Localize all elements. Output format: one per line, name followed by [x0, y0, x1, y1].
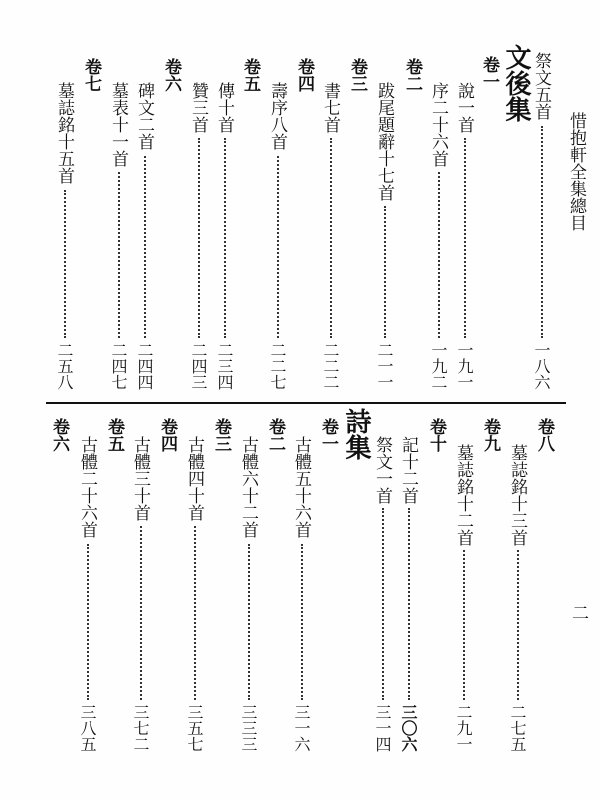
section-divider	[46, 402, 566, 404]
juan-label: 卷一	[479, 56, 499, 90]
juan-label: 卷七	[81, 58, 101, 92]
juan-label: 卷一	[318, 418, 338, 452]
page-number: 二	[568, 604, 588, 621]
toc-entry-page: 二一一	[375, 342, 394, 390]
dot-leader	[408, 508, 410, 700]
dot-leader	[301, 544, 303, 700]
dot-leader	[382, 508, 384, 700]
dot-leader	[517, 550, 519, 700]
juan-label: 卷三	[347, 58, 367, 92]
toc-entry-page: 三一四	[373, 704, 392, 752]
juan-label: 卷二	[265, 418, 285, 452]
dot-leader	[464, 138, 466, 338]
juan-label: 卷五	[240, 58, 260, 92]
toc-entry-title: 古體五十六首	[291, 436, 311, 538]
juan-label: 卷九	[480, 418, 500, 452]
dot-leader	[438, 172, 440, 338]
dot-leader	[140, 526, 142, 700]
toc-entry-title: 祭文一首	[372, 436, 392, 504]
juan-label: 卷三	[211, 418, 231, 452]
dot-leader	[64, 190, 66, 338]
juan-label: 卷十	[426, 418, 446, 452]
toc-entry-title: 傳十首	[214, 82, 234, 133]
dot-leader	[541, 126, 543, 338]
juan-label: 卷二	[402, 58, 422, 92]
toc-entry-page: 三〇六	[399, 704, 418, 752]
toc-entry-page: 二二七	[268, 342, 287, 390]
toc-entry-page: 三三三	[239, 704, 258, 752]
toc-entry-page: 二四七	[109, 342, 128, 390]
toc-entry-title: 墓表十一首	[108, 82, 128, 167]
juan-label: 卷五	[104, 418, 124, 452]
juan-label: 卷六	[161, 58, 181, 92]
dot-leader	[330, 138, 332, 338]
dot-leader	[144, 156, 146, 338]
toc-entry-title: 古體三十首	[130, 436, 150, 521]
toc-entry-page: 一九一	[455, 342, 474, 390]
juan-label: 卷四	[294, 58, 314, 92]
toc-entry-title: 跋尾題辭十七首	[374, 82, 394, 201]
dot-leader	[277, 156, 279, 338]
toc-entry-title: 序二十六首	[428, 82, 448, 167]
toc-entry-title: 說一首	[454, 82, 474, 133]
dot-leader	[463, 550, 465, 700]
dot-leader	[118, 172, 120, 338]
toc-entry-title: 記十二首	[398, 436, 418, 504]
toc-entry-page: 三七二	[131, 704, 150, 752]
section-title-wenhouji: 文後集	[501, 44, 531, 122]
toc-entry-page: 二九一	[454, 704, 473, 752]
toc-entry-title: 書七首	[320, 82, 340, 133]
juan-label: 卷四	[157, 418, 177, 452]
toc-entry-title: 墓誌銘十三首	[507, 444, 527, 546]
running-head: 惜抱軒全集總目	[566, 112, 586, 231]
toc-entry-page: 三一六	[292, 704, 311, 752]
toc-entry-title: 碑文二首	[134, 82, 154, 150]
toc-entry-page: 一九二	[429, 342, 448, 390]
toc-entry-title: 祭文五首	[531, 52, 551, 120]
toc-entry-title: 古體二十六首	[77, 436, 97, 538]
toc-entry-page: 一八六	[532, 342, 551, 390]
toc-entry-title: 古體六十二首	[238, 436, 258, 538]
toc-entry-page: 二五八	[55, 342, 74, 390]
dot-leader	[384, 206, 386, 338]
toc-entry-page: 三五七	[185, 704, 204, 752]
juan-label: 卷六	[49, 418, 69, 452]
toc-entry-page: 三八五	[78, 704, 97, 752]
toc-entry-page: 二七五	[508, 704, 527, 752]
toc-entry-title: 古體四十首	[184, 436, 204, 521]
dot-leader	[198, 138, 200, 338]
dot-leader	[87, 544, 89, 700]
dot-leader	[248, 544, 250, 700]
toc-entry-page: 二四四	[135, 342, 154, 390]
toc-entry-page: 二三四	[215, 342, 234, 390]
toc-entry-title: 壽序八首	[267, 82, 287, 150]
section-title-shiji: 詩集	[341, 408, 371, 460]
toc-entry-page: 二二二	[321, 342, 340, 390]
dot-leader	[224, 138, 226, 338]
toc-entry-page: 二四三	[189, 342, 208, 390]
toc-entry-title: 墓誌銘十五首	[54, 82, 74, 184]
dot-leader	[194, 526, 196, 700]
toc-entry-title: 贊三首	[188, 82, 208, 133]
toc-entry-title: 墓誌銘十二首	[453, 444, 473, 546]
juan-label: 卷八	[534, 418, 554, 452]
